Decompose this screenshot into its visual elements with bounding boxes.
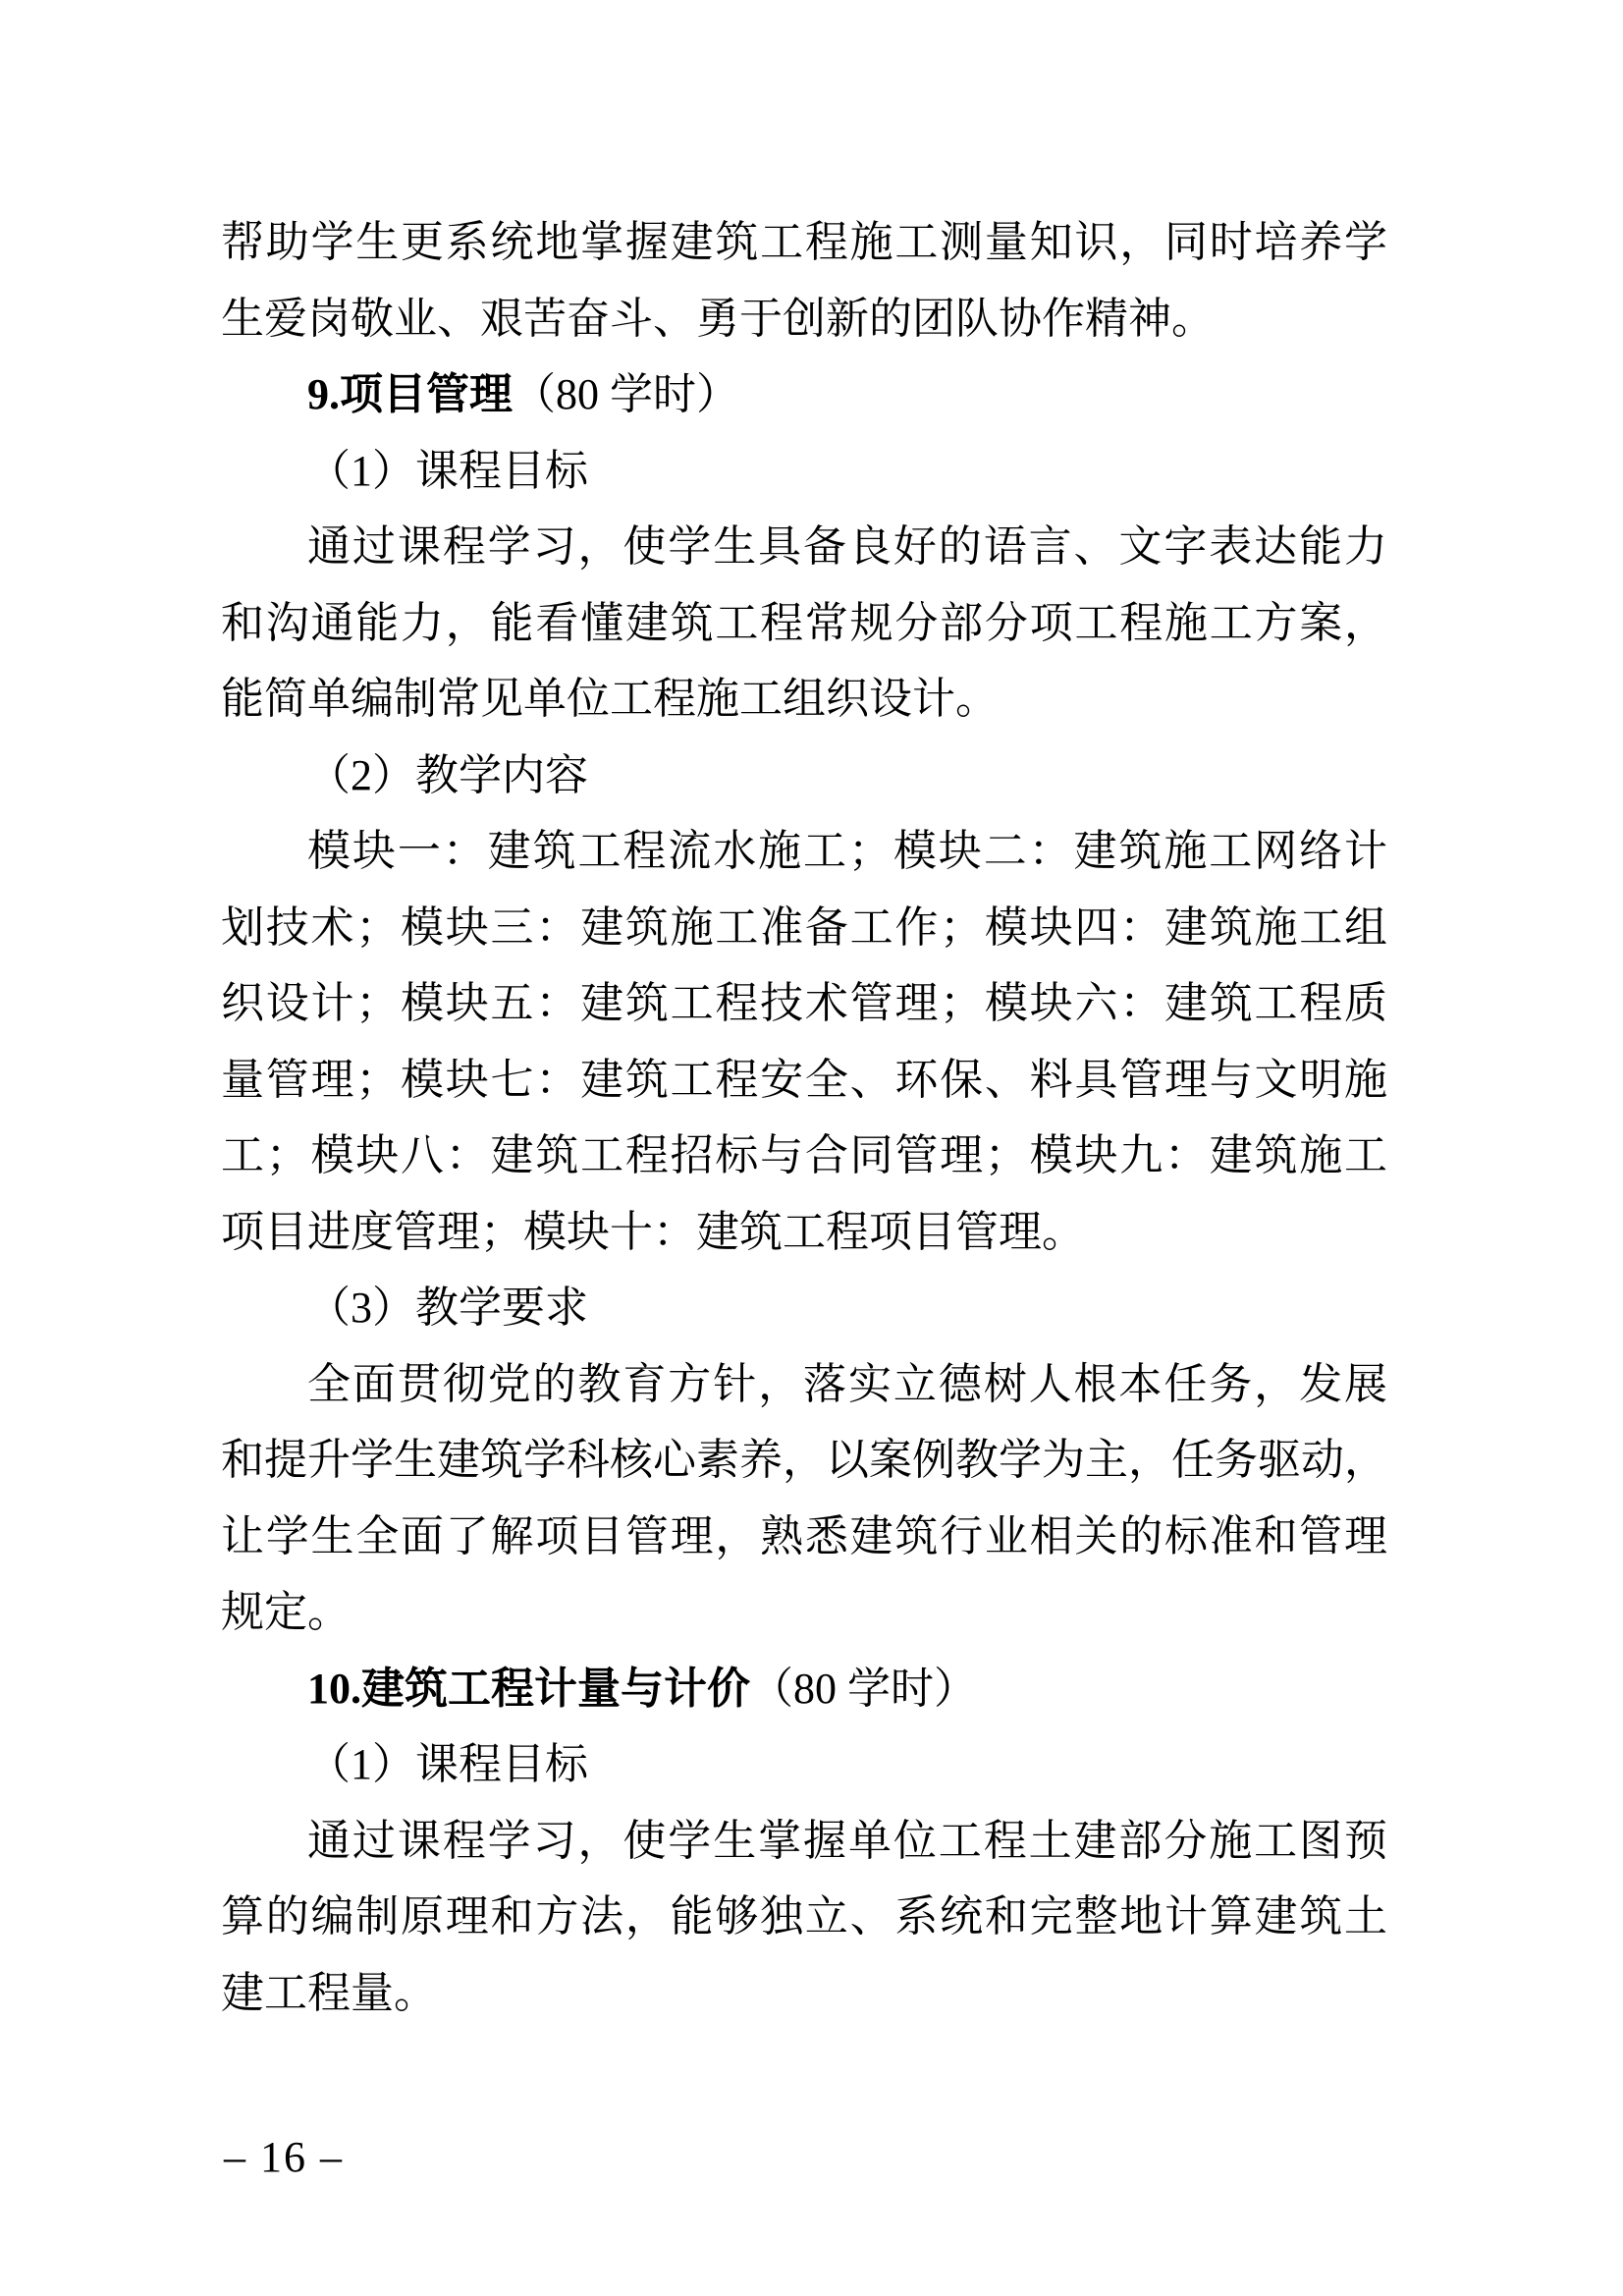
page-body-text <box>221 204 1387 2031</box>
page-number: – 16 – <box>224 2133 344 2181</box>
text-line: 全面贯彻党的教育方针，落实立德树人根本任务，发展 <box>307 1359 1387 1408</box>
text-line: 能简单编制常见单位工程施工组织设计。 <box>221 675 999 723</box>
text-line: 织设计；模块五：建筑工程技术管理；模块六：建筑工程质 <box>221 979 1387 1027</box>
text-line: 通过课程学习，使学生掌握单位工程土建部分施工图预 <box>307 1816 1387 1865</box>
text-line: 算的编制原理和方法，能够独立、系统和完整地计算建筑土 <box>221 1892 1387 1941</box>
course-hours: （80 学时） <box>750 1664 977 1713</box>
text-line: 建工程量。 <box>221 1968 437 2017</box>
text-line: 生爱岗敬业、艰苦奋斗、勇于创新的团队协作精神。 <box>221 294 1215 343</box>
text-line: 和沟通能力，能看懂建筑工程常规分部分项工程施工方案， <box>221 598 1387 647</box>
course-number-title: 9.项目管理 <box>307 370 513 418</box>
text-line: 模块一：建筑工程流水施工；模块二：建筑施工网络计 <box>307 827 1387 875</box>
section-heading: （2）教学内容 <box>307 750 588 799</box>
text-line: 和提升学生建筑学科核心素养，以案例教学为主，任务驱动， <box>221 1436 1387 1484</box>
section-heading: （3）教学要求 <box>307 1284 588 1332</box>
text-line: 让学生全面了解项目管理，熟悉建筑行业相关的标准和管理 <box>221 1511 1387 1560</box>
course-heading-10 <box>221 1651 1387 1727</box>
text-line: 项目进度管理；模块十：建筑工程项目管理。 <box>221 1207 1085 1256</box>
text-line: 规定。 <box>221 1588 351 1636</box>
course-number-title: 10.建筑工程计量与计价 <box>307 1664 750 1713</box>
text-line: 划技术；模块三：建筑施工准备工作；模块四：建筑施工组 <box>221 902 1387 952</box>
section-heading: （1）课程目标 <box>307 1740 588 1788</box>
section-heading: （1）课程目标 <box>307 446 588 495</box>
text-line: 工；模块八：建筑工程招标与合同管理；模块九：建筑施工 <box>221 1131 1387 1179</box>
course-heading-9 <box>221 356 1387 433</box>
course-hours: （80 学时） <box>513 370 739 418</box>
text-line: 帮助学生更系统地掌握建筑工程施工测量知识，同时培养学 <box>221 218 1387 266</box>
text-line: 通过课程学习，使学生具备良好的语言、文字表达能力 <box>307 522 1387 571</box>
text-line: 量管理；模块七：建筑工程安全、环保、料具管理与文明施 <box>221 1055 1387 1104</box>
